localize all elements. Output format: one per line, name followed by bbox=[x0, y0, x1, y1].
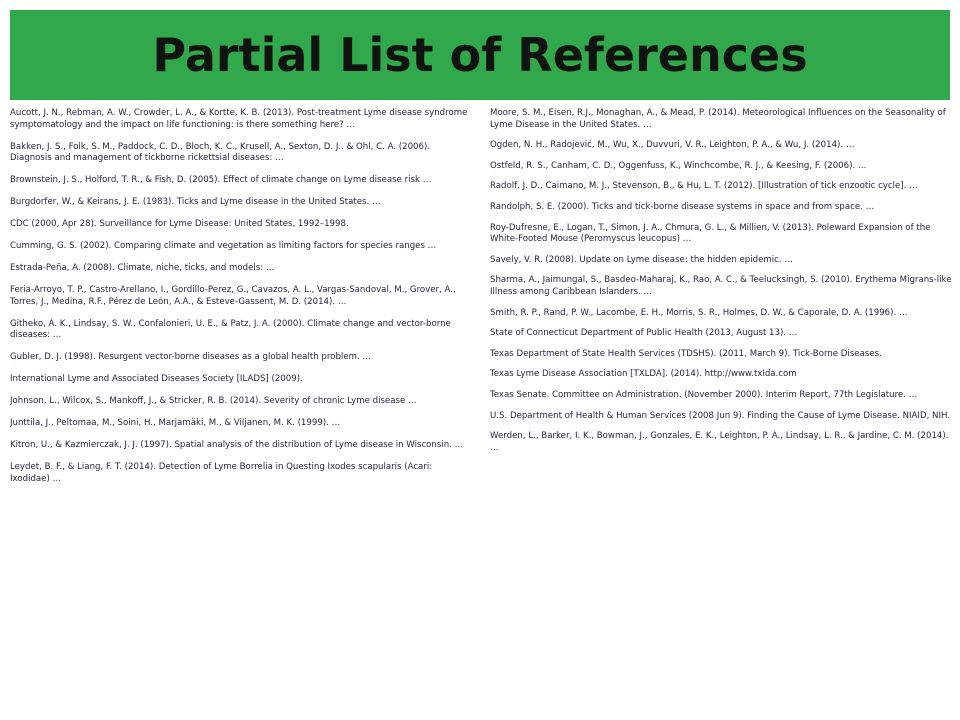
reference-entry: Leydet, B. F., & Liang, F. T. (2014). Detection of Lyme Borrelia in Questing Ixodes scapularis (Acari: Ixodidae) … bbox=[10, 462, 433, 484]
reference-entry: Johnson, L., Wilcox, S., Mankoff, J., & Stricker, R. B. (2014). Severity of chronic Lyme disease … bbox=[10, 396, 417, 407]
reference-entry: Estrada-Peña, A. (2008). Climate, niche, ticks, and models: … bbox=[10, 263, 275, 274]
reference-entry: Werden, L., Barker, I. K., Bowman, J., Gonzales, E. K., Leighton, P. A., Lindsay, L. R., & Jardine, C. M. (2014). … bbox=[490, 431, 949, 453]
title-banner bbox=[10, 10, 950, 100]
reference-entry: Githeko, A. K., Lindsay, S. W., Confalonieri, U. E., & Patz, J. A. (2000). Climate change and vector-borne diseases: … bbox=[10, 318, 451, 341]
reference-entry: Gubler, D. J. (1998). Resurgent vector-borne diseases as a global health problem. … bbox=[10, 352, 371, 363]
reference-entry: Texas Lyme Disease Association [TXLDA]. (2014). http://www.txlda.com bbox=[490, 369, 797, 380]
reference-entry: Brownstein, J. S., Holford, T. R., & Fish, D. (2005). Effect of climate change on Lyme disease risk … bbox=[10, 175, 432, 186]
reference-entry: Smith, R. P., Rand, P. W., Lacombe, E. H., Morris, S. R., Holmes, D. W., & Caporale, D. A. (1996). … bbox=[490, 307, 908, 318]
reference-entry: Sharma, A., Jaimungal, S., Basdeo-Maharaj, K., Rao, A. C., & Teelucksingh, S. (2010). Erythema Migrans-like Illness among Caribbean Islanders. … bbox=[490, 275, 952, 297]
reference-entry: Moore, S. M., Eisen, R.J., Monaghan, A., & Mead, P. (2014). Meteorological Influences on the Seasonality of Lyme Disease in the United States. … bbox=[490, 108, 946, 130]
references-right-column bbox=[490, 108, 955, 712]
reference-entry: Burgdorfer, W., & Keirans, J. E. (1983). Ticks and Lyme disease in the United States. … bbox=[10, 197, 381, 208]
reference-entry: Cumming, G. S. (2002). Comparing climate and vegetation as limiting factors for species ranges … bbox=[10, 241, 437, 252]
reference-entry: Aucott, J. N., Rebman, A. W., Crowder, L. A., & Kortte, K. B. (2013). Post-treatment Lyme disease syndrome symptomatology and the impact on life functioning: is there something here? … bbox=[10, 108, 468, 130]
reference-entry: Bakken, J. S., Folk, S. M., Paddock, C. D., Bloch, K. C., Krusell, A., Sexton, D. J.. & Ohl, C. A. (2006). Diagnosis and management of tickborne rickettsial diseases: … bbox=[10, 141, 431, 164]
reference-entry: Feria-Arroyo, T. P., Castro-Arellano, I., Gordillo-Perez, G., Cavazos, A. L., Vargas-Sandoval, M., Grover, A., Torres, J., Medina, R.F., Pérez de León, A.A., & Esteve-Gassent, M. D. (2014). … bbox=[10, 285, 456, 307]
reference-entry: State of Connecticut Department of Public Health (2013, August 13). … bbox=[490, 328, 798, 339]
reference-entry: Texas Department of State Health Services (TDSHS). (2011, March 9). Tick-Borne Diseases. bbox=[490, 348, 882, 359]
reference-entry: Ogden, N. H., Radojević, M., Wu, X., Duvvuri, V. R., Leighton, P. A., & Wu, J. (2014). … bbox=[490, 140, 855, 151]
reference-entry: Savely, V. R. (2008). Update on Lyme disease: the hidden epidemic. … bbox=[490, 254, 793, 265]
reference-entry: Radolf, J. D., Caimano, M. J., Stevenson, B., & Hu, L. T. (2012). [Illustration of tick enzootic cycle]. … bbox=[490, 181, 918, 192]
reference-entry: Randolph, S. E. (2000). Ticks and tick-borne disease systems in space and from space. … bbox=[490, 201, 875, 212]
reference-entry: Kitron, U., & Kazmierczak, J. J. (1997). Spatial analysis of the distribution of Lyme disease in Wisconsin. … bbox=[10, 440, 464, 451]
reference-entry: International Lyme and Associated Diseases Society [ILADS] (2009). bbox=[10, 374, 303, 385]
reference-entry: CDC (2000, Apr 28). Surveillance for Lyme Disease: United States, 1992–1998. bbox=[10, 219, 349, 230]
slide-title: Partial List of References bbox=[152, 28, 808, 82]
reference-entry: Ostfeld, R. S., Canham, C. D., Oggenfuss, K., Winchcombe, R. J., & Keesing, F. (2006). … bbox=[490, 160, 867, 171]
reference-entry: U.S. Department of Health & Human Services (2008 Jun 9). Finding the Cause of Lyme Disease. NIAID, NIH. bbox=[490, 410, 951, 421]
reference-entry: Junttila, J., Peltomaa, M., Soini, H., Marjamäki, M., & Viljanen, M. K. (1999). … bbox=[10, 418, 341, 429]
references-left-column bbox=[10, 108, 474, 712]
reference-entry: Roy-Dufresne, E., Logan, T., Simon, J. A., Chmura, G. L., & Millien, V. (2013). Poleward Expansion of the White-Footed Mouse (Peromyscus leucopus) … bbox=[490, 222, 931, 245]
reference-entry: Texas Senate. Committee on Administration. (November 2000). Interim Report, 77th Legislature. … bbox=[490, 389, 918, 400]
